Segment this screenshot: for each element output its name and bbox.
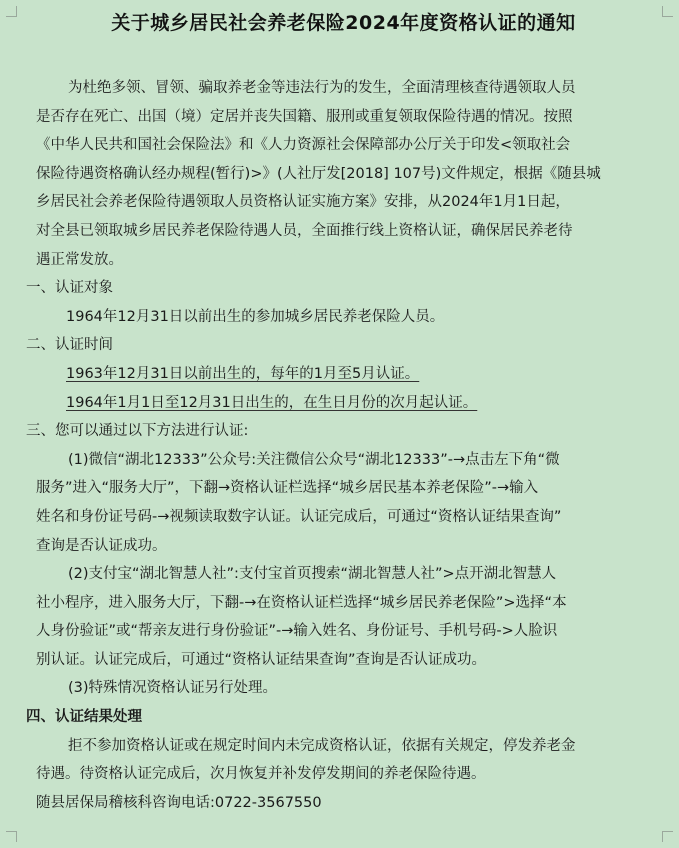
method-1-line: 查询是否认证成功。 [36, 537, 167, 554]
method-2-line: (2)支付宝“湖北智慧人社”:支付宝首页搜索“湖北智慧人社”>点开湖北智慧人 [68, 566, 557, 583]
section-4-line: 待遇。待资格认证完成后，次月恢复并补发停发期间的养老保险待遇。 [36, 766, 486, 783]
method-1-line: 服务”进入“服务大厅”，下翻→资格认证栏选择“城乡居民基本养老保险”-→输入 [36, 480, 539, 497]
section-2-item-2 [36, 389, 661, 418]
intro-line: 为杜绝多领、冒领、骗取养老金等违法行为的发生，全面清理核查待遇领取人员 [68, 80, 576, 96]
contact-phone: 随县居保局稽核科咨询电话:0722-3567550 [36, 794, 322, 811]
corner-mark [662, 6, 673, 17]
section-2-item-1 [36, 360, 661, 389]
section-4-paragraph [36, 732, 661, 789]
corner-mark [6, 831, 17, 842]
method-1-line: 姓名和身份证号码-→视频读取数字认证。认证完成后，可通过“资格认证结果查询” [36, 508, 562, 525]
method-2-line: 社小程序，进入服务大厅，下翻-→在资格认证栏选择“城乡居民养老保险”>选择“本 [36, 594, 567, 611]
section-4-line: 拒不参加资格认证或在规定时间内未完成资格认证，依据有关规定，停发养老金 [68, 737, 576, 754]
method-2-line: 别认证。认证完成后，可通过“资格认证结果查询”查询是否认证成功。 [36, 651, 487, 668]
section-heading-2: 二、认证时间 [26, 337, 113, 354]
section-heading-4: 四、认证结果处理 [26, 709, 142, 726]
document-body [26, 8, 661, 817]
intro-line: 《中华人民共和国社会保险法》和《人力资源社会保障部办公厅关于印发<领取社会 [36, 137, 571, 154]
section-heading-3: 三、您可以通过以下方法进行认证: [26, 423, 249, 440]
intro-line: 保险待遇资格确认经办规程(暂行)>》(人社厅发[2018] 107号)文件规定，根据《随县城 [36, 165, 601, 182]
corner-mark [662, 831, 673, 842]
section-heading-1: 一、认证对象 [26, 280, 113, 297]
section-1-body: 1964年12月31日以前出生的参加城乡居民养老保险人员。 [66, 308, 445, 325]
method-1-line: (1)微信“湖北12333”公众号:关注微信公众号“湖北12333”-→点击左下角“微 [68, 451, 560, 468]
intro-line: 乡居民社会养老保险待遇领取人员资格认证实施方案》安排，从2024年1月1日起， [36, 194, 570, 211]
document-title: 关于城乡居民社会养老保险2024年度资格认证的通知 [111, 12, 576, 34]
intro-line: 是否存在死亡、出国（境）定居并丧失国籍、服刑或重复领取保险待遇的情况。按照 [36, 108, 573, 125]
method-2-paragraph [36, 560, 661, 674]
section-2-item-2-text: 1964年1月1日至12月31日出生的，在生日月份的次月起认证。 [66, 394, 478, 411]
intro-paragraph [36, 74, 661, 274]
section-2-item-1-text: 1963年12月31日以前出生的，每年的1月至5月认证。 [66, 365, 420, 382]
method-2-line: 人身份验证”或“帮亲友进行身份验证”-→输入姓名、身份证号、手机号码->人脸识 [36, 623, 558, 640]
method-3-line: (3)特殊情况资格认证另行处理。 [68, 680, 278, 697]
intro-line: 遇正常发放。 [36, 251, 123, 268]
corner-mark [6, 6, 17, 17]
method-1-paragraph [36, 446, 661, 560]
intro-line: 对全县已领取城乡居民养老保险待遇人员，全面推行线上资格认证，确保居民养老待 [36, 222, 573, 239]
